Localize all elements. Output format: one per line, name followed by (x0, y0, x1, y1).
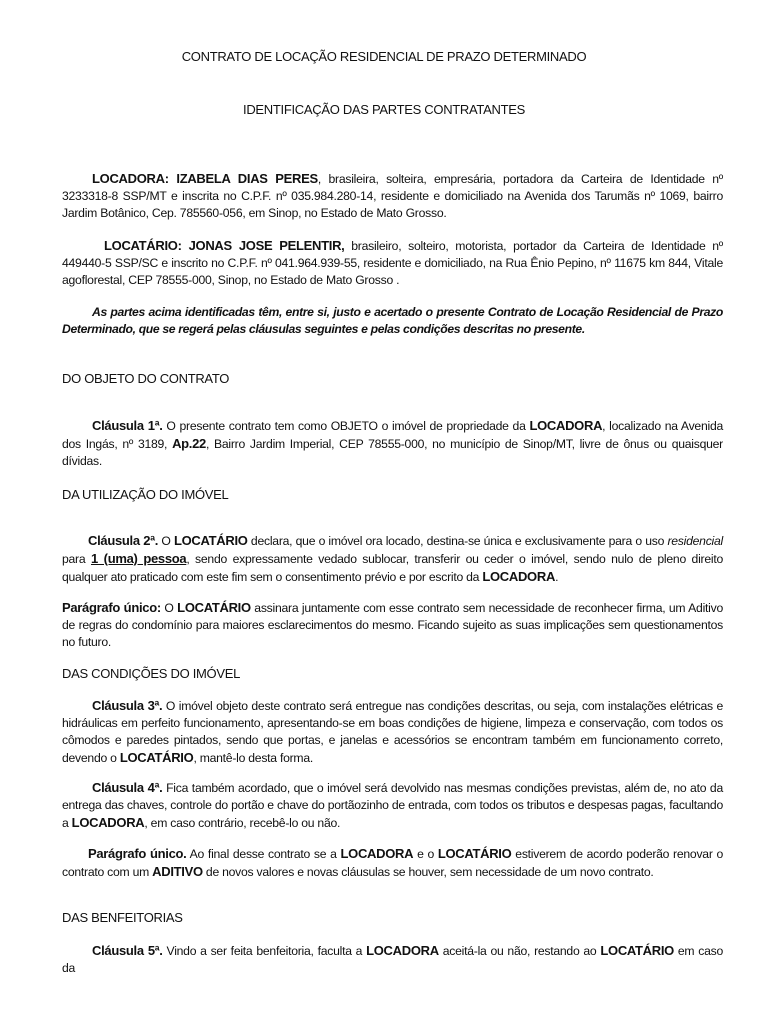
clause-2-text-e: . (555, 570, 559, 584)
clause-1-keyword-ap: Ap.22 (172, 436, 206, 451)
section-benfeitorias: DAS BENFEITORIAS (62, 910, 183, 925)
locadora-text: , brasileira, solteira, empresária, portadora da Carteira de Identidade nº 3233318-8 SSP/MT e inscrita no C.P.F. nº 035.984.280-14, residente e domiciliado na Avenida dos Tarumãs nº 1069, bairro Jardim Botânico, Cep. 785560-056, em Sinop, no Estado de Mato Grosso. (62, 172, 723, 220)
clause-4 (62, 779, 723, 832)
clause-2-residencial: residencial (667, 534, 723, 548)
clause-1 (62, 417, 723, 470)
clause-1-keyword-locadora: LOCADORA (529, 418, 603, 433)
clause-5-label: Cláusula 5ª. (92, 943, 163, 958)
clause-3-text-b: , mantê-lo desta forma. (193, 751, 314, 765)
clause-2-keyword-locatario: LOCATÁRIO (173, 533, 248, 548)
locatario-label: LOCATÁRIO: JONAS JOSE PELENTIR, (104, 238, 345, 253)
paragrafo-unico-2-keyword-locadora: LOCADORA (340, 846, 414, 861)
paragrafo-unico-2 (62, 845, 723, 881)
contract-title: CONTRATO DE LOCAÇÃO RESIDENCIAL DE PRAZO DETERMINADO (181, 49, 587, 64)
paragrafo-unico-1-keyword-locatario: LOCATÁRIO (177, 600, 251, 615)
parties-title: IDENTIFICAÇÃO DAS PARTES CONTRATANTES (243, 102, 525, 117)
locatario-text: brasileiro, solteiro, motorista, portador da Carteira de Identidade nº 449440-5 SSP/SC e inscrito no C.P.F. nº 041.964.939-55, residente e domiciliado, na Rua Ênio Pepino, nº 11675 km 844, Vitale agoflorestal, CEP 78555-000, Sinop, no Estado de Mato Grosso . (62, 239, 723, 287)
paragrafo-unico-2-keyword-locatario: LOCATÁRIO (437, 846, 512, 861)
paragrafo-unico-2-keyword-aditivo: ADITIVO (152, 864, 203, 879)
clause-4-text-b: , em caso contrário, recebê-lo ou não. (144, 816, 341, 830)
paragrafo-unico-1-text-b: assinara juntamente com esse contrato sem necessidade de reconhecer firma, um Aditivo de regras do condomínio para maiores esclarecimentos do mesmo. Ficando sujeito as suas implicações sem questionamentos no futuro. (62, 601, 723, 649)
clause-1-text-c: , Bairro Jardim Imperial, CEP 78555-000, no município de Sinop/MT, livre de ônus ou quaisquer dívidas. (62, 437, 723, 468)
paragrafo-unico-2-text-a: Ao final desse contrato se a (186, 847, 341, 861)
section-utilizacao: DA UTILIZAÇÃO DO IMÓVEL (62, 487, 229, 502)
clause-5 (62, 942, 723, 977)
clause-3-keyword-locatario: LOCATÁRIO (119, 750, 194, 765)
clause-2-text-b: declara, que o imóvel ora locado, destina-se única e exclusivamente para o uso (247, 534, 668, 548)
clause-3-label: Cláusula 3ª. (92, 698, 163, 713)
clause-5-text-a: Vindo a ser feita benfeitoria, faculta a (162, 944, 367, 958)
clause-1-text-b: , localizado na Avenida dos Ingás, nº 3189, (62, 419, 723, 451)
intro-paragraph (62, 304, 723, 338)
clause-5-text-b: aceitá-la ou não, restando ao (438, 944, 601, 958)
clause-3 (62, 697, 723, 767)
clause-4-label: Cláusula 4ª. (92, 780, 163, 795)
clause-2-text-d: , sendo expressamente vedado sublocar, transferir ou ceder o imóvel, sendo nulo de pleno direito qualquer ato praticado com este fim sem o consentimento prévio e por escrito da (62, 552, 723, 584)
paragrafo-unico-1 (62, 599, 723, 651)
clause-2-keyword-locadora: LOCADORA (482, 569, 556, 584)
clause-4-text-a: Fica também acordado, que o imóvel será devolvido nas mesmas condições previstas, além de, no ato da entrega das chaves, controle do portão e chave do portãozinho de entrada, com todos os tributos e despesas pagas, facultando a (62, 781, 723, 830)
paragrafo-unico-2-label: Parágrafo único. (88, 846, 187, 861)
locatario-paragraph (62, 237, 723, 289)
paragrafo-unico-2-text-b: e o (413, 847, 438, 861)
section-objeto: DO OBJETO DO CONTRATO (62, 371, 230, 386)
clause-1-label: Cláusula 1ª. (92, 418, 163, 433)
clause-2-text-c: para (62, 552, 91, 566)
intro-text: As partes acima identificadas têm, entre si, justo e acertado o presente Contrato de Locação Residencial de Prazo Determinado, que se regerá pelas cláusulas seguintes e pelas condições descritas no presente. (62, 305, 723, 336)
locadora-paragraph (62, 170, 723, 222)
clause-5-keyword-locadora: LOCADORA (366, 943, 439, 958)
section-condicoes: DAS CONDIÇÕES DO IMÓVEL (62, 666, 241, 681)
clause-4-keyword-locadora: LOCADORA (71, 815, 145, 830)
clause-5-keyword-locatario: LOCATÁRIO (600, 943, 674, 958)
paragrafo-unico-1-label: Parágrafo único: (62, 600, 161, 615)
clause-1-text-a: O presente contrato tem como OBJETO o imóvel de propriedade da (162, 419, 530, 433)
clause-3-text-a: O imóvel objeto deste contrato será entregue nas condições descritas, ou seja, com instalações elétricas e hidráulicas em perfeito funcionamento, apresentando-se em boas condições de higiene, limpeza e conservação, com todos os cômodos e paredes pintados, sendo que portas, e janelas e acessórios se encontram também em funcionamento correto, devendo o (62, 699, 723, 765)
clause-2-text-a: O (158, 534, 174, 548)
locadora-label: LOCADORA: IZABELA DIAS PERES (92, 171, 318, 186)
clause-5-text-c: em caso da (62, 944, 723, 975)
paragrafo-unico-2-text-d: de novos valores e novas cláusulas se houver, sem necessidade de um novo contrato. (202, 865, 654, 879)
clause-2 (62, 532, 723, 586)
clause-2-label: Cláusula 2ª. (88, 533, 159, 548)
paragrafo-unico-1-text-a: O (160, 601, 178, 615)
paragrafo-unico-2-text-c: estiverem de acordo poderão renovar o contrato com um (62, 847, 724, 879)
clause-2-uma-pessoa: 1 (uma) pessoa (90, 551, 187, 566)
